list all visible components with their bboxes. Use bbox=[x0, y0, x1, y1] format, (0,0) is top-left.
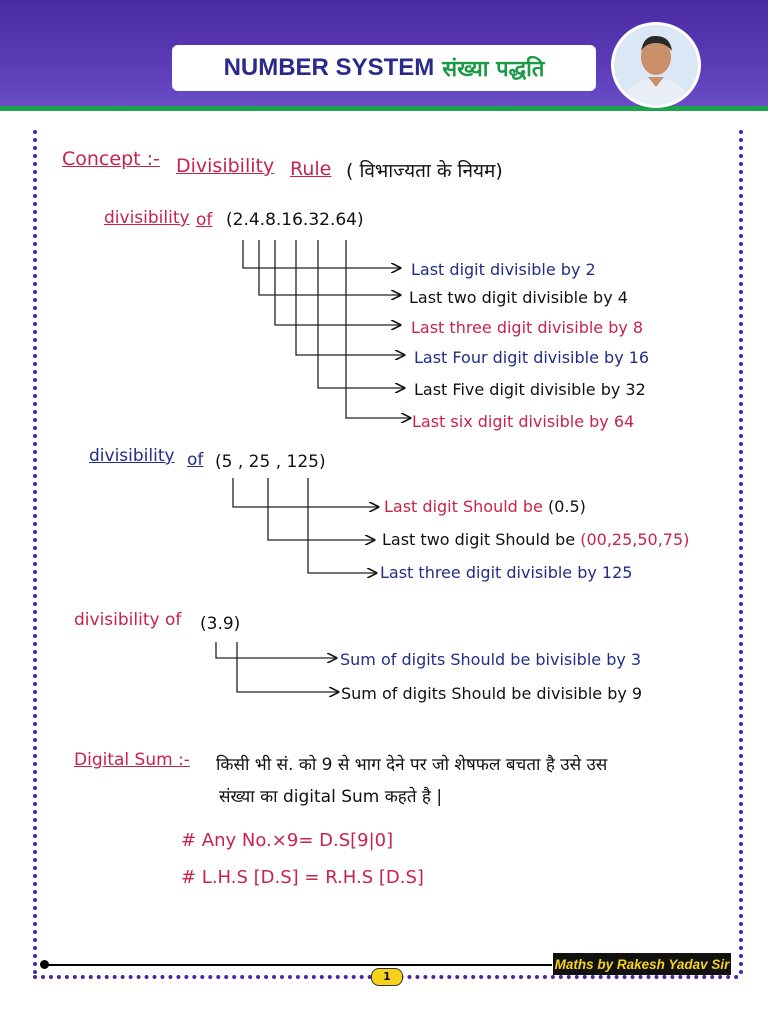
group2-rule-1-text: Last digit Should be bbox=[384, 497, 543, 516]
group1-rule-3: Last three digit divisible by 8 bbox=[411, 318, 644, 337]
group2-rule-2-value: (00,25,50,75) bbox=[580, 530, 690, 549]
group1-rule-2: Last two digit divisible by 4 bbox=[409, 288, 628, 307]
group2-prefix: divisibility bbox=[89, 446, 175, 466]
page-number: 1 bbox=[371, 968, 403, 986]
title-hindi: संख्या पद्धति bbox=[442, 57, 545, 82]
group1-prefix: divisibility bbox=[104, 208, 190, 228]
concept-hindi: ( विभाज्यता के नियम) bbox=[346, 160, 503, 182]
digital-sum-line-2: संख्या का digital Sum कहते है | bbox=[219, 787, 443, 807]
group1-of: of bbox=[196, 210, 213, 230]
group1-rule-5: Last Five digit divisible by 32 bbox=[414, 380, 646, 399]
group3-numbers: (3.9) bbox=[200, 614, 241, 634]
digital-sum-line-1: किसी भी सं. को 9 से भाग देने पर जो शेषफल बचता है उसे उस bbox=[216, 755, 608, 775]
group2-rule-1-value: (0.5) bbox=[547, 497, 586, 516]
group1-rule-6: Last six digit divisible by 64 bbox=[412, 412, 635, 431]
concept-topic: Divisibility bbox=[176, 155, 275, 177]
group3-rule-1: Sum of digits Should be bivisible by 3 bbox=[340, 650, 642, 669]
footer-brand: Maths by Rakesh Yadav Sir bbox=[553, 953, 731, 975]
group3-prefix: divisibility of bbox=[74, 610, 182, 630]
group2-of: of bbox=[187, 450, 204, 470]
concept-label: Concept :- bbox=[62, 148, 160, 170]
digital-sum-label: Digital Sum :- bbox=[74, 750, 190, 770]
group2-rule-1 bbox=[384, 497, 586, 516]
concept-topic-2: Rule bbox=[290, 158, 332, 180]
group2-numbers: (5 , 25 , 125) bbox=[215, 452, 326, 472]
digital-sum-formula-1: # Any No.×9= D.S[9|0] bbox=[181, 830, 394, 851]
title-english: NUMBER SYSTEM bbox=[223, 54, 435, 81]
group2-rule-3: Last three digit divisible by 125 bbox=[380, 563, 633, 582]
group2-rule-2-text: Last two digit Should be bbox=[382, 530, 576, 549]
group1-rule-1: Last digit divisible by 2 bbox=[411, 260, 596, 279]
group1-numbers: (2.4.8.16.32.64) bbox=[226, 210, 364, 230]
group1-rule-4: Last Four digit divisible by 16 bbox=[414, 348, 650, 367]
digital-sum-formula-2: # L.H.S [D.S] = R.H.S [D.S] bbox=[181, 867, 424, 888]
group3-rule-2: Sum of digits Should be divisible by 9 bbox=[341, 684, 643, 703]
group2-rule-2 bbox=[382, 530, 689, 549]
footer-line bbox=[42, 964, 552, 966]
